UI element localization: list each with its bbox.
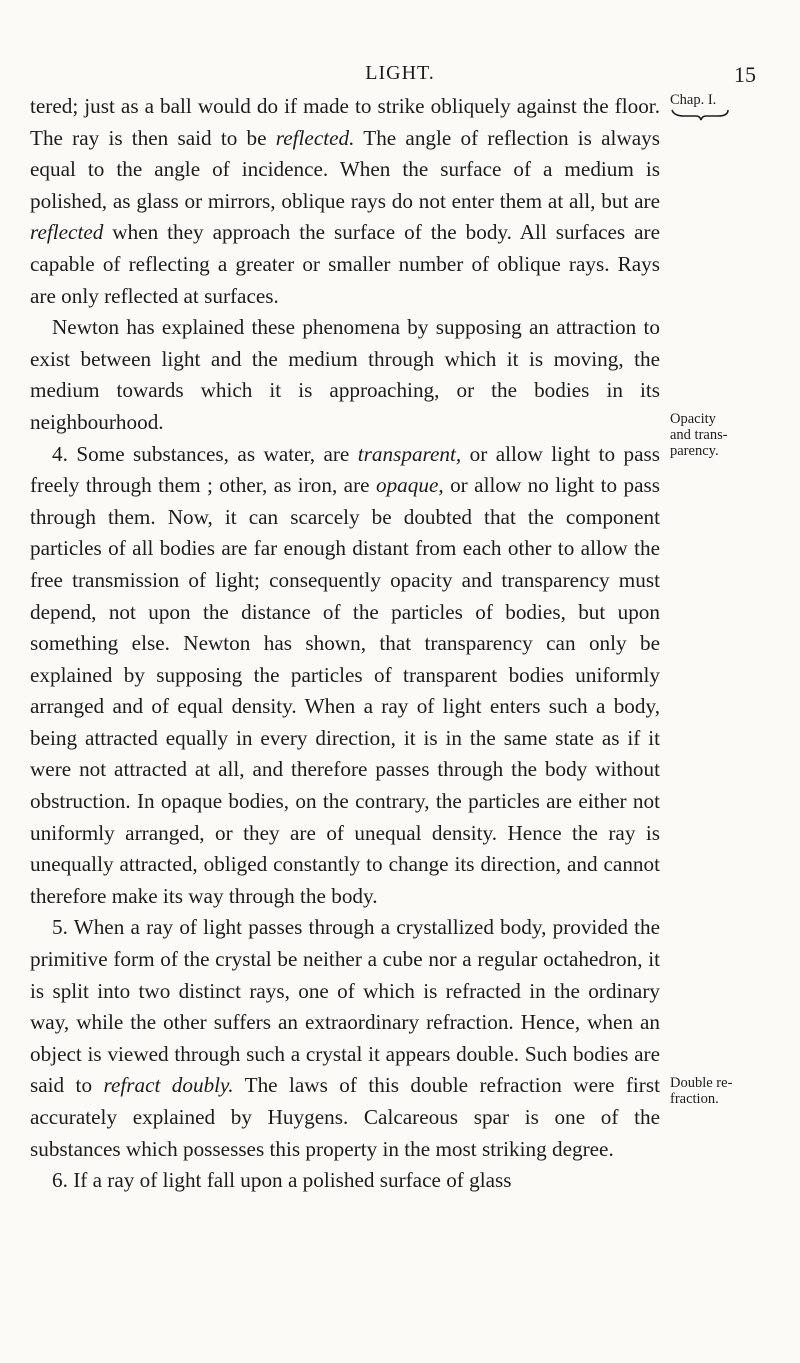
sidenote-chapter-label: Chap. I. [670,92,717,108]
paragraph-1-text-2: The angle of reflection is always equal to the angle of incidence. When the surface of a medium is polished, as glass or mirrors, oblique rays do not enter them at all, but are [30,125,660,213]
term-transparent: transparent, [357,441,462,466]
paragraph-4-text-1: 5. When a ray of light passes through a crystallized body, provided the primitive form of the crystal be neither a cube nor a regular octahedron, it is split into two distinct rays, one of which is refracted in the ordinary way, while the other suffers an extraordinary refraction. Hence, when an object is viewed through such a crystal it appears double. Such bodies are said to [30,915,660,1098]
sidenote-opacity-line-2: and trans- [670,427,728,443]
sidenote-opacity-line-3: parency. [670,443,719,459]
paragraph-3-text-1: 4. Some substances, as water, are [52,441,358,466]
sidenote-double-line-1: Double re- [670,1075,733,1091]
term-reflected: reflected. [275,125,355,150]
paragraph-5: 6. If a ray of light fall upon a polished surface of glass [52,1168,512,1193]
running-head [0,62,800,92]
paragraph-4 [30,912,660,1165]
paragraph-2: Newton has explained these phenomena by supposing an attraction to exist between light and the medium through which it is moving, the medium towards which it is approaching, or the bodies in its neighbourhood. [30,315,660,434]
paragraph-4-text-2: The laws of this double refraction were first accurately explained by Huygens. Calcareous spar is one of the substances which possesses this property in the most striking degree. [30,1073,660,1161]
paragraph-3-text-2: or allow light to pass freely through them ; other, as iron, are [30,441,660,498]
running-title: LIGHT. [365,62,435,84]
sidenote-chapter [670,92,790,122]
paragraph-3-text-3: or allow no light to pass through them. Now, it can scarcely be doubted that the component particles of all bodies are far enough distant from each other to allow the free transmission of light; consequently opacity and transparency must depend, not upon the distance of the particles of bodies, but upon something else. Newton has shown, that transparency can only be explained by supposing the particles of transparent bodies uniformly arranged and of equal density. When a ray of light enters such a body, being attracted equally in every direction, it is in the same state as if it were not attracted at all, and therefore passes through the body without obstruction. In opaque bodies, on the contrary, the particles are either not uniformly arranged, or they are of unequal density. Hence the ray is unequally attracted, obliged constantly to change its direction, and cannot therefore make its way through the body. [30,473,660,908]
sidenote-opacity-line-1: Opacity [670,411,716,427]
term-reflected-2: reflected [30,220,104,245]
body-text [30,91,660,1197]
paragraph-3 [30,439,660,913]
paragraph-1 [30,91,660,312]
term-opaque: opaque, [375,473,444,498]
sidenote-double-refraction [670,1075,790,1107]
paragraph-1-text-1: tered; just as a ball would do if made to strike obliquely against the floor. The ray is then said to be [30,94,660,150]
sidenote-double-line-2: fraction. [670,1091,719,1107]
page-number: 15 [734,62,756,87]
term-refract-doubly: refract doubly. [103,1073,234,1098]
brace-icon [670,108,730,122]
sidenote-opacity [670,411,790,459]
paragraph-1-text-3: when they approach the surface of the body. All surfaces are capable of reflecting a greater or smaller number of oblique rays. Rays are only reflected at surfaces. [30,220,660,308]
